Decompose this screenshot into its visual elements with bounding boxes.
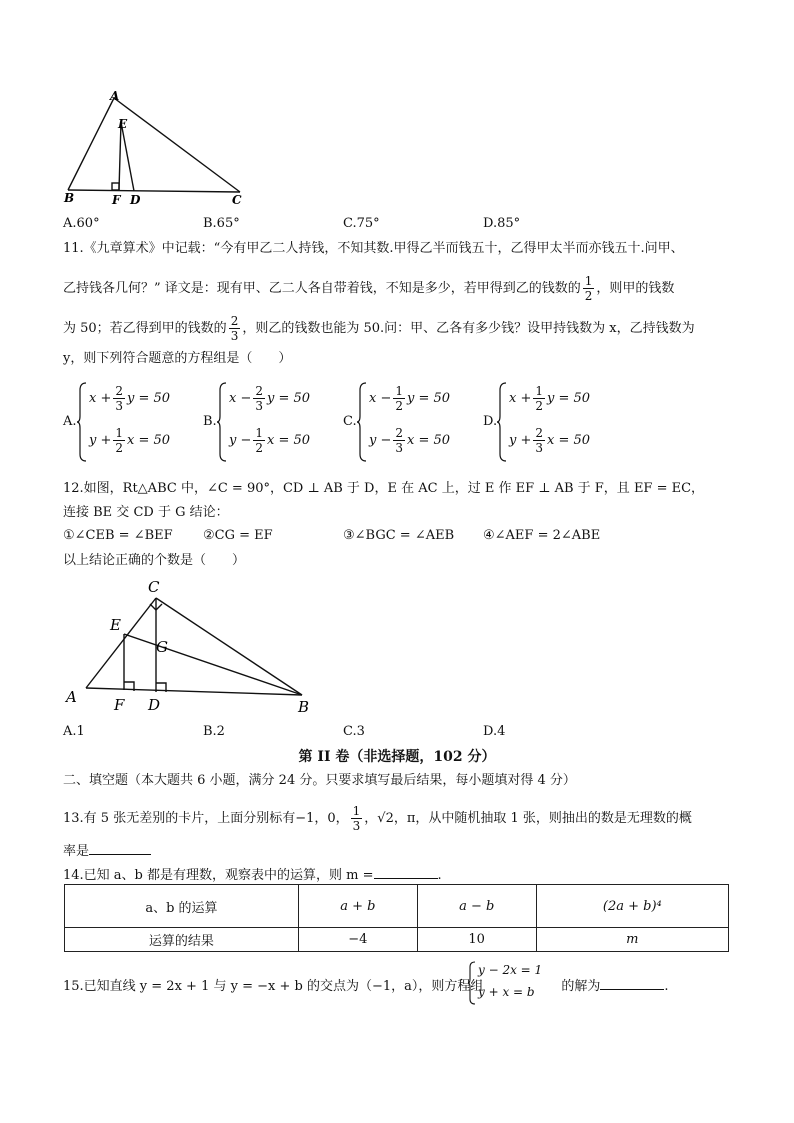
- q12-conclusion-1: ①∠CEB = ∠BEF: [63, 528, 173, 543]
- option-letter: A.: [63, 414, 77, 429]
- q12-conclusion-4: ④∠AEF = 2∠ABE: [483, 528, 601, 543]
- q11-option-c[interactable]: C. x − $\frac{1}{2}$ y = 50 y − $\frac{2}{3}$ x = 50: [343, 382, 473, 466]
- label-A: A: [66, 688, 77, 706]
- q12-conclusion-3: ③∠BGC = ∠AEB: [343, 528, 455, 543]
- q15-line: 15.已知直线 y = 2x + 1 与 y = −x + b 的交点为（−1，a），则方程组 的解为 .: [63, 975, 669, 996]
- label-B: B: [64, 191, 75, 205]
- q14-line: 14.已知 a、b 都是有理数，观察表中的运算，则 m = .: [63, 864, 442, 885]
- q14-operations-table: [64, 884, 729, 952]
- table-cell: m: [536, 928, 728, 952]
- q11-line-3a: 为 50；若乙得到甲的钱数的: [63, 321, 227, 336]
- label-D: D: [148, 696, 161, 714]
- q12-option-b[interactable]: B.2: [203, 724, 225, 739]
- option-letter: C.: [343, 414, 357, 429]
- q15-eq-1: y − 2x = 1: [478, 963, 543, 977]
- q15-answer-blank[interactable]: [600, 975, 664, 990]
- label-E: E: [118, 117, 128, 131]
- label-F: F: [112, 193, 121, 207]
- table-cell: (2a + b)⁴: [536, 885, 728, 928]
- table-row: [65, 928, 729, 952]
- q13-line-2: 率是: [63, 840, 151, 861]
- q12-line-3: 以上结论正确的个数是（ ）: [63, 553, 246, 568]
- label-C: C: [232, 193, 242, 207]
- q15-equation-system: [460, 961, 543, 1005]
- section-2-title: 第 II 卷（非选择题，102 分）: [298, 749, 496, 765]
- brace-icon: [217, 382, 227, 462]
- table-row: [65, 885, 729, 928]
- label-A: A: [110, 89, 120, 103]
- table-cell: −4: [298, 928, 417, 952]
- q10-option-c[interactable]: C.75°: [343, 216, 380, 231]
- q12-conclusion-2: ②CG = EF: [203, 528, 273, 543]
- q11-option-d[interactable]: D. x + $\frac{1}{2}$ y = 50 y + $\frac{2}{3}$ x = 50: [483, 382, 613, 466]
- frac-two-thirds: $\frac{2}{3}$: [230, 314, 239, 343]
- q10-option-d[interactable]: D.85°: [483, 216, 521, 231]
- q11-line-4: y，则下列符合题意的方程组是（ ）: [63, 351, 292, 366]
- frac-half: $\frac{1}{2}$: [584, 274, 593, 303]
- label-F: F: [114, 696, 125, 714]
- q12-option-c[interactable]: C.3: [343, 724, 365, 739]
- q12-triangle-figure: [62, 574, 322, 718]
- table-cell: 运算的结果: [65, 928, 299, 952]
- q11-option-b[interactable]: B. x − $\frac{2}{3}$ y = 50 y − $\frac{1}{2}$ x = 50: [203, 382, 333, 466]
- label-D: D: [130, 193, 141, 207]
- table-cell: 10: [417, 928, 536, 952]
- q12-option-d[interactable]: D.4: [483, 724, 506, 739]
- label-E: E: [110, 616, 121, 634]
- q11-line-3: [63, 314, 695, 343]
- label-B: B: [298, 698, 310, 716]
- label-G: G: [156, 638, 168, 656]
- q10-triangle-figure: [62, 88, 252, 210]
- q13-line-1: 13.有 5 张无差别的卡片，上面分别标有−1，0， $\frac{1}{3}$ ，√2，π，从中随机抽取 1 张，则抽出的数是无理数的概: [63, 804, 692, 833]
- label-C: C: [148, 578, 160, 596]
- q12-option-a[interactable]: A.1: [63, 724, 85, 739]
- q11-line-2: [63, 274, 674, 303]
- q11-line-3b: ，则乙的钱数也能为 50.问：甲、乙各有多少钱？设甲持钱数为 x，乙持钱数为: [242, 321, 695, 336]
- table-cell: a、b 的运算: [65, 885, 299, 928]
- q14-answer-blank[interactable]: [374, 864, 438, 879]
- q11-line-1: 11.《九章算术》中记载：“今有甲乙二人持钱，不知其数.甲得乙半而钱五十，乙得甲太半而亦钱五十.问甲、: [63, 241, 684, 256]
- q10-option-a[interactable]: A.60°: [63, 216, 100, 231]
- q15-eq-2: y + x = b: [478, 985, 535, 999]
- section-2-instruction: 二、填空题（本大题共 6 小题，满分 24 分。只要求填写最后结果，每小题填对得 4 分）: [63, 773, 576, 788]
- option-letter: B.: [203, 414, 217, 429]
- table-cell: a + b: [298, 885, 417, 928]
- frac-one-third: $\frac{1}{3}$: [352, 804, 361, 833]
- option-letter: D.: [483, 414, 498, 429]
- q13-answer-blank[interactable]: [89, 840, 151, 855]
- brace-icon: [357, 382, 367, 462]
- brace-icon: [77, 382, 87, 462]
- q12-line-2: 连接 BE 交 CD 于 G 结论：: [63, 505, 229, 520]
- q11-line-2b: ，则甲的钱数: [596, 281, 675, 296]
- q11-line-2a: 乙持钱各几何？” 译文是：现有甲、乙二人各自带着钱，不知是多少，若甲得到乙的钱数的: [63, 281, 581, 296]
- table-cell: a − b: [417, 885, 536, 928]
- q12-line-1: 12.如图，Rt△ABC 中，∠C = 90°，CD ⊥ AB 于 D，E 在 AC 上，过 E 作 EF ⊥ AB 于 F，且 EF = EC，: [63, 481, 705, 496]
- brace-icon: [468, 961, 476, 1005]
- brace-icon: [497, 382, 507, 462]
- q11-option-a[interactable]: A. x + $\frac{2}{3}$ y = 50 y + $\frac{1}{2}$ x = 50: [63, 382, 193, 466]
- q10-option-b[interactable]: B.65°: [203, 216, 240, 231]
